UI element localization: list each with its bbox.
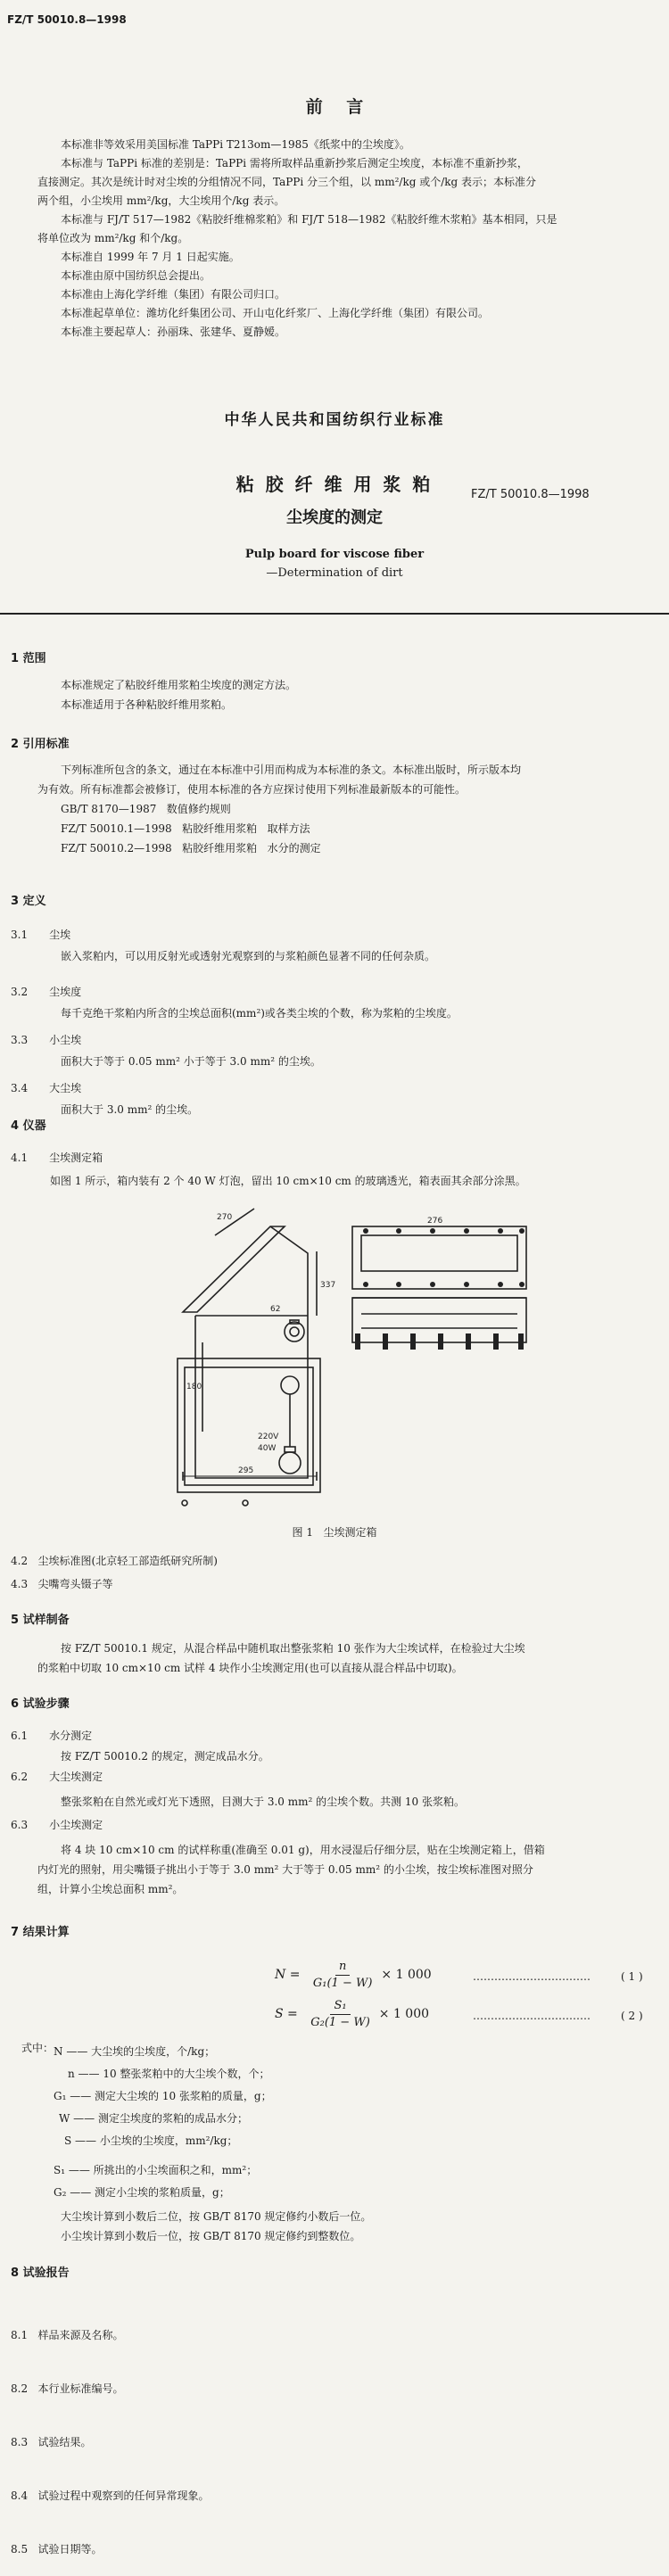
- section-7-heading: 7 结果计算: [11, 1926, 70, 1939]
- eq1-tail: × 1 000: [381, 1967, 432, 1982]
- variable-item: N —— 大尘埃的尘埃度，个/kg；: [54, 2045, 216, 2058]
- item-4-2: 4.2 尘埃标准图(北京轻工部造纸研究所制): [11, 1555, 218, 1567]
- equation-1: [275, 1959, 432, 1991]
- rounding-rule: 大尘埃计算到小数后二位，按 GB/T 8170 规定修约小数后一位。: [61, 2210, 372, 2223]
- variable-item: W —— 测定尘埃度的浆粕的成品水分；: [59, 2112, 248, 2125]
- def-number: 3.3: [11, 1034, 29, 1046]
- report-item: 8.2 本行业标准编号。: [11, 2382, 124, 2395]
- section-5-line: 的浆粕中切取 10 cm×10 cm 试样 4 块作小尘埃测定用(也可以直接从混合样品中切取)。: [37, 1662, 463, 1674]
- equation-2: [275, 1998, 429, 2030]
- section-5-heading: 5 试样制备: [11, 1614, 70, 1627]
- item-6-3-line: 将 4 块 10 cm×10 cm 的试样称重(准确至 0.01 g)，用水浸湿后仔细分层，贴在尘埃测定箱上，借箱: [61, 1844, 545, 1856]
- eq1-fraction: [310, 1959, 376, 1991]
- def-number: 3.1: [11, 929, 29, 941]
- def-number: 3.2: [11, 986, 29, 998]
- foreword-para: 将单位改为 mm²/kg 和个/kg。: [37, 232, 189, 244]
- def-term: 小尘埃: [49, 1034, 82, 1046]
- item-desc: 整张浆粕在自然光或灯光下透照，目测大于 3.0 mm² 的尘埃个数。共测 10 张浆粕。: [61, 1796, 465, 1808]
- section-2-body: [37, 760, 521, 858]
- def-term: 大尘埃: [49, 1082, 82, 1094]
- section-5-line: 按 FZ/T 50010.1 规定，从混合样品中随机取出整张浆粕 10 张作为大尘埃试样，在检验过大尘埃: [61, 1642, 525, 1655]
- def-text: 面积大于 3.0 mm² 的尘埃。: [61, 1103, 199, 1116]
- foreword-title: 前 言: [305, 97, 364, 117]
- report-item: 8.1 样品来源及名称。: [11, 2329, 124, 2341]
- figure-caption: 图 1 尘埃测定箱: [292, 1526, 377, 1539]
- report-item: 8.3 试验结果。: [11, 2436, 92, 2448]
- item-desc: 如图 1 所示，箱内装有 2 个 40 W 灯泡，留出 10 cm×10 cm 的玻璃透光，箱表面其余部分涂黑。: [50, 1175, 526, 1187]
- def-term: 尘埃度: [49, 986, 82, 998]
- foreword-para: 本标准由原中国纺织总会提出。: [61, 269, 211, 282]
- item-number: 6.1: [11, 1730, 29, 1742]
- section-2-heading: 2 引用标准: [11, 738, 70, 751]
- def-text: 每千克绝干浆粕内所含的尘埃总面积(mm²)或各类尘埃的个数，称为浆粕的尘埃度。: [61, 1007, 458, 1020]
- box-lid: [183, 1226, 285, 1312]
- section-1-heading: 1 范围: [11, 652, 46, 665]
- section-2-line: 下列标准所包含的条文，通过在本标准中引用而构成为本标准的条文。本标准出版时，所示版本均: [61, 764, 522, 776]
- dim-label: 270: [217, 1213, 233, 1222]
- variable-item: S₁ —— 所挑出的小尘埃面积之和，mm²；: [54, 2164, 258, 2176]
- variable-item: G₂ —— 测定小尘埃的浆粕质量，g；: [54, 2186, 230, 2199]
- eq2-number: ( 2 ): [621, 2010, 643, 2022]
- box-side-body: [195, 1316, 308, 1478]
- def-term: 尘埃: [49, 929, 71, 941]
- eq1-lhs: N =: [275, 1967, 304, 1982]
- foreword-para: 两个组，小尘埃用 mm²/kg，大尘埃用个/kg 表示。: [37, 194, 285, 207]
- section-2-line: 为有效。所有标准都会被修订，使用本标准的各方应探讨使用下列标准最新版本的可能性。: [37, 783, 467, 796]
- eq2-dots: ……………………………: [473, 2010, 591, 2022]
- section-6-heading: 6 试验步骤: [11, 1697, 70, 1711]
- item-desc: 按 FZ/T 50010.2 的规定，测定成品水分。: [61, 1750, 269, 1763]
- section-3-heading: 3 定义: [11, 895, 46, 908]
- variable-item: S —— 小尘埃的尘埃度，mm²/kg；: [64, 2134, 238, 2147]
- eq1-numerator: n: [335, 1959, 350, 1976]
- reference-item: GB/T 8170—1987 数值修约规则: [61, 803, 231, 815]
- eq2-denominator: G₂(1 − W): [310, 2015, 370, 2029]
- wattage-label: 40W: [258, 1444, 277, 1453]
- eq1-dots: ……………………………: [473, 1970, 591, 1983]
- section-4-heading: 4 仪器: [11, 1119, 46, 1133]
- foreword-para: 本标准主要起草人：孙丽珠、张建华、夏静嫒。: [61, 326, 286, 338]
- rounding-rules: [61, 2207, 371, 2246]
- section-1-line: 本标准规定了粘胶纤维用浆粕尘埃度的测定方法。: [61, 679, 297, 691]
- standard-title-cn-1: 粘 胶 纤 维 用 浆 粕: [235, 474, 434, 495]
- def-number: 3.4: [11, 1082, 29, 1094]
- variable-item: G₁ —— 测定大尘埃的 10 张浆粕的质量，g；: [54, 2090, 272, 2102]
- eq2-lhs: S =: [275, 2006, 302, 2021]
- item-6-3-line: 内灯光的照射，用尖嘴镊子挑出小于等于 3.0 mm² 大于等于 0.05 mm² 的小尘埃，按尘埃标准图对照分: [37, 1863, 533, 1876]
- standard-code: FZ/T 50010.8—1998: [471, 488, 590, 501]
- foreword-para: 本标准由上海化学纤维（集团）有限公司归口。: [61, 288, 286, 301]
- dim-label: 276: [427, 1217, 443, 1226]
- item-term: 水分测定: [49, 1730, 93, 1742]
- dim-label: 180: [186, 1383, 202, 1391]
- where-label: 式中：: [21, 2042, 54, 2054]
- def-text: 面积大于等于 0.05 mm² 小于等于 3.0 mm² 的尘埃。: [61, 1055, 321, 1068]
- foreword-para: 本标准与 FJ/T 517—1982《粘胶纤维棉浆粕》和 FJ/T 518—1982《粘胶纤维木浆粕》基本相同，只是: [61, 213, 558, 226]
- variable-list: [54, 2041, 272, 2204]
- standard-org: 中华人民共和国纺织行业标准: [224, 411, 445, 429]
- eq2-numerator: S₁: [330, 1998, 350, 2015]
- eq2-tail: × 1 000: [378, 2006, 430, 2021]
- dim-label: 337: [320, 1281, 336, 1290]
- item-number: 6.3: [11, 1819, 29, 1831]
- report-item: 8.5 试验日期等。: [11, 2543, 103, 2555]
- item-number: 4.1: [11, 1152, 29, 1164]
- section-8-heading: 8 试验报告: [11, 2266, 70, 2280]
- section-1-body: [61, 675, 296, 714]
- item-6-3-body: [37, 1840, 545, 1899]
- title-divider: [0, 613, 669, 615]
- eq2-fraction: [307, 1998, 374, 2030]
- rounding-rule: 小尘埃计算到小数后一位，按 GB/T 8170 规定修约到整数位。: [61, 2230, 361, 2242]
- item-4-3: 4.3 尖嘴弯头镊子等: [11, 1578, 113, 1590]
- variable-item: n —— 10 整张浆粕中的大尘埃个数，个；: [68, 2068, 270, 2080]
- item-term: 小尘埃测定: [49, 1819, 103, 1831]
- standard-title-cn-2: 尘埃度的测定: [286, 508, 383, 527]
- item-6-3-line: 组，计算小尘埃总面积 mm²。: [37, 1883, 184, 1895]
- item-term: 尘埃测定箱: [49, 1152, 103, 1164]
- item-term: 大尘埃测定: [49, 1771, 103, 1783]
- standard-title-en-2: —Determination of dirt: [266, 566, 403, 580]
- dim-label: 62: [270, 1305, 281, 1314]
- foreword-para: 直接测定。其次是统计时对尘埃的分组情况不同，TaPPi 分三个组，以 mm²/kg 或个/kg 表示；本标准分: [37, 176, 537, 188]
- section-1-line: 本标准适用于各种粘胶纤维用浆粕。: [61, 698, 233, 711]
- dim-label: 295: [238, 1466, 254, 1475]
- item-number: 6.2: [11, 1771, 29, 1783]
- dust-box-figure: [165, 1200, 540, 1521]
- voltage-label: 220V: [258, 1432, 279, 1441]
- reference-item: FZ/T 50010.2—1998 粘胶纤维用浆粕 水分的测定: [61, 842, 321, 855]
- lamp-icon: [285, 1322, 304, 1342]
- standard-title-en-1: Pulp board for viscose fiber: [244, 548, 425, 561]
- report-item: 8.4 试验过程中观察到的任何异常现象。: [11, 2489, 210, 2502]
- def-text: 嵌入浆粕内，可以用反射光或透射光观察到的与浆粕颜色显著不同的任何杂质。: [61, 950, 436, 962]
- header-standard-code: FZ/T 50010.8—1998: [7, 13, 127, 26]
- foreword-para: 本标准非等效采用美国标准 TaPPi T213om—1985《纸浆中的尘埃度》。: [61, 138, 410, 151]
- foreword-para: 本标准起草单位：潍坊化纤集团公司、开山屯化纤浆厂、上海化学纤维（集团）有限公司。: [61, 307, 490, 319]
- foreword-para: 本标准自 1999 年 7 月 1 日起实施。: [61, 251, 240, 263]
- box-back-edge: [270, 1226, 308, 1316]
- foreword-para: 本标准与 TaPPi 标准的差别是：TaPPi 需将所取样品重新抄浆后测定尘埃度，本标准不重新抄浆，: [61, 157, 528, 169]
- foreword-body: [37, 136, 558, 342]
- reference-item: FZ/T 50010.1—1998 粘胶纤维用浆粕 取样方法: [61, 822, 310, 835]
- eq1-denominator: G₁(1 − W): [312, 1976, 373, 1990]
- bulb-icon: [279, 1452, 301, 1474]
- eq1-number: ( 1 ): [621, 1970, 643, 1983]
- report-items: [11, 2291, 210, 2576]
- section-5-body: [37, 1639, 525, 1678]
